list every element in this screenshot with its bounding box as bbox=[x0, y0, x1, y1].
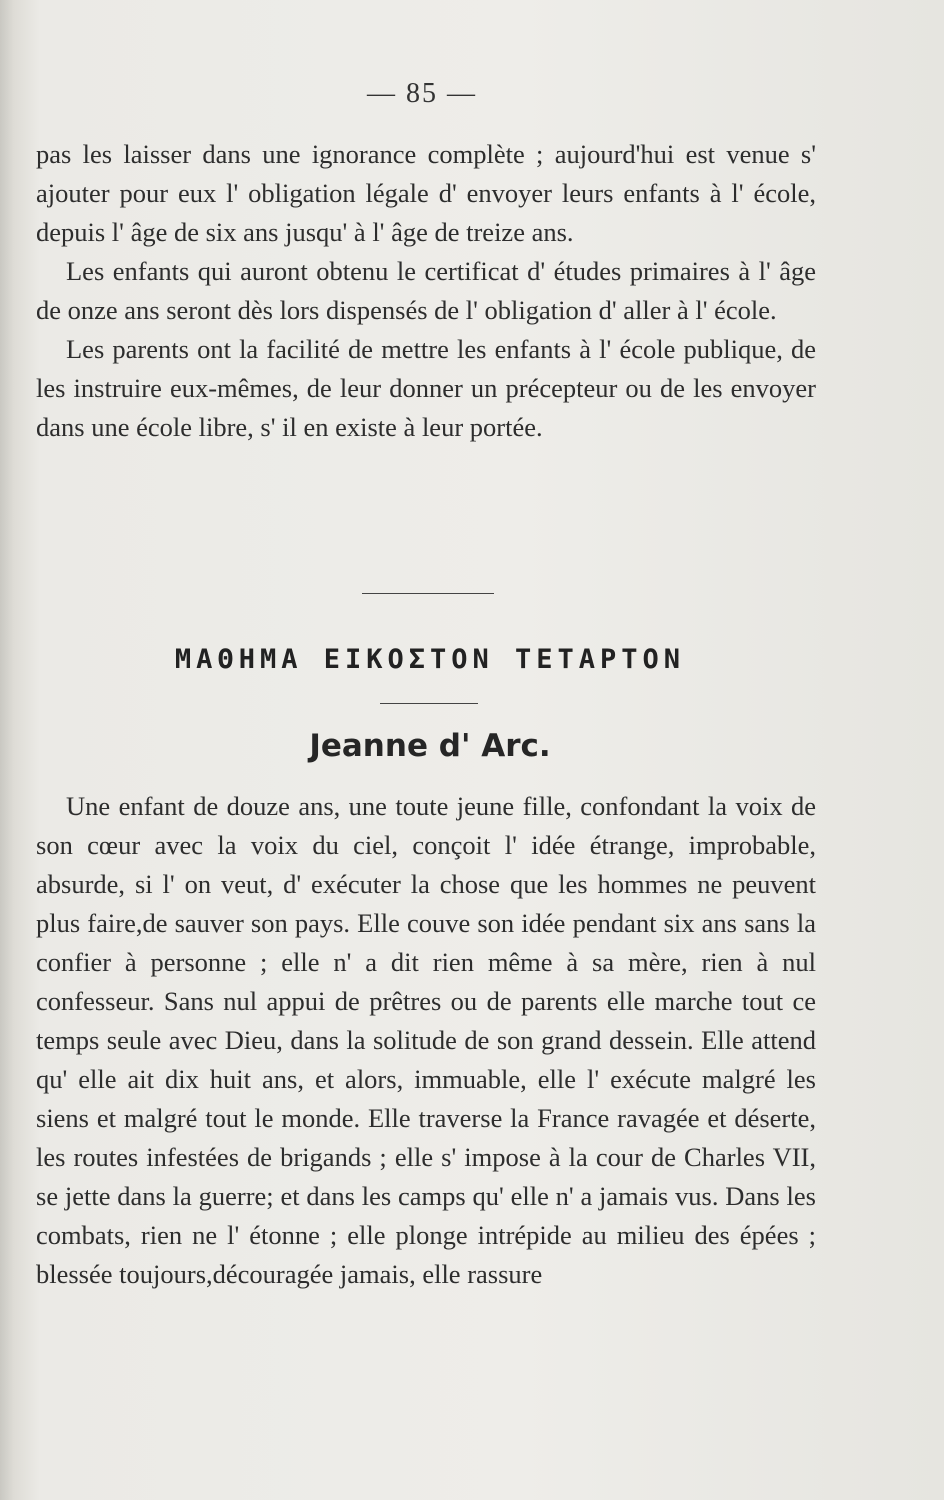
heading-divider bbox=[380, 703, 478, 704]
lesson-title: Jeanne d' Arc. bbox=[309, 728, 551, 764]
page-number: — 85 — bbox=[367, 78, 477, 109]
lesson-heading: ΜΑΘΗΜΑ ΕΙΚΟΣΤΟΝ ΤΕΤΑΡΤΟΝ bbox=[174, 644, 686, 675]
section-divider bbox=[362, 593, 494, 594]
paragraph: Les parents ont la facilité de mettre les enfants à l' école publique, de les instruire eux-mêmes, de leur donner un précepteur ou de les envoyer dans une école libre, s' il en existe à leur portée. bbox=[36, 334, 816, 442]
lesson-text bbox=[36, 787, 816, 1294]
continuation-text bbox=[36, 135, 816, 447]
paragraph: Une enfant de douze ans, une toute jeune fille, confondant la voix de son cœur avec la voix du ciel, conçoit l' idée étrange, improbable, absurde, si l' on veut, d' exécuter la chose que les hommes ne peuvent plus faire,de sauver son pays. Elle couve son idée pendant six ans sans la confier à personne ; elle n' a dit rien même à sa mère, rien à nul confesseur. Sans nul appui de prêtres ou de parents elle marche tout ce temps seule avec Dieu, dans la solitude de son grand dessein. Elle attend qu' elle ait dix huit ans, et alors, immuable, elle l' exécute malgré les siens et malgré tout le monde. Elle traverse la France ravagée et déserte, les routes infestées de brigands ; elle s' impose à la cour de Charles VII, se jette dans la guerre; et dans les camps qu' elle n' a jamais vus. Dans les combats, rien ne l' étonne ; elle plonge intrépide au milieu des épées ; blessée toujours,découragée jamais, elle rassure bbox=[36, 791, 816, 1289]
paragraph: pas les laisser dans une ignorance complète ; aujourd'hui est venue s' ajouter pour eux l' obligation légale d' envoyer leurs enfants à l' école, depuis l' âge de six ans jusqu' à l' âge de treize ans. bbox=[36, 139, 816, 247]
paragraph: Les enfants qui auront obtenu le certificat d' études primaires à l' âge de onze ans seront dès lors dispensés de l' obligation d' aller à l' école. bbox=[36, 256, 816, 325]
